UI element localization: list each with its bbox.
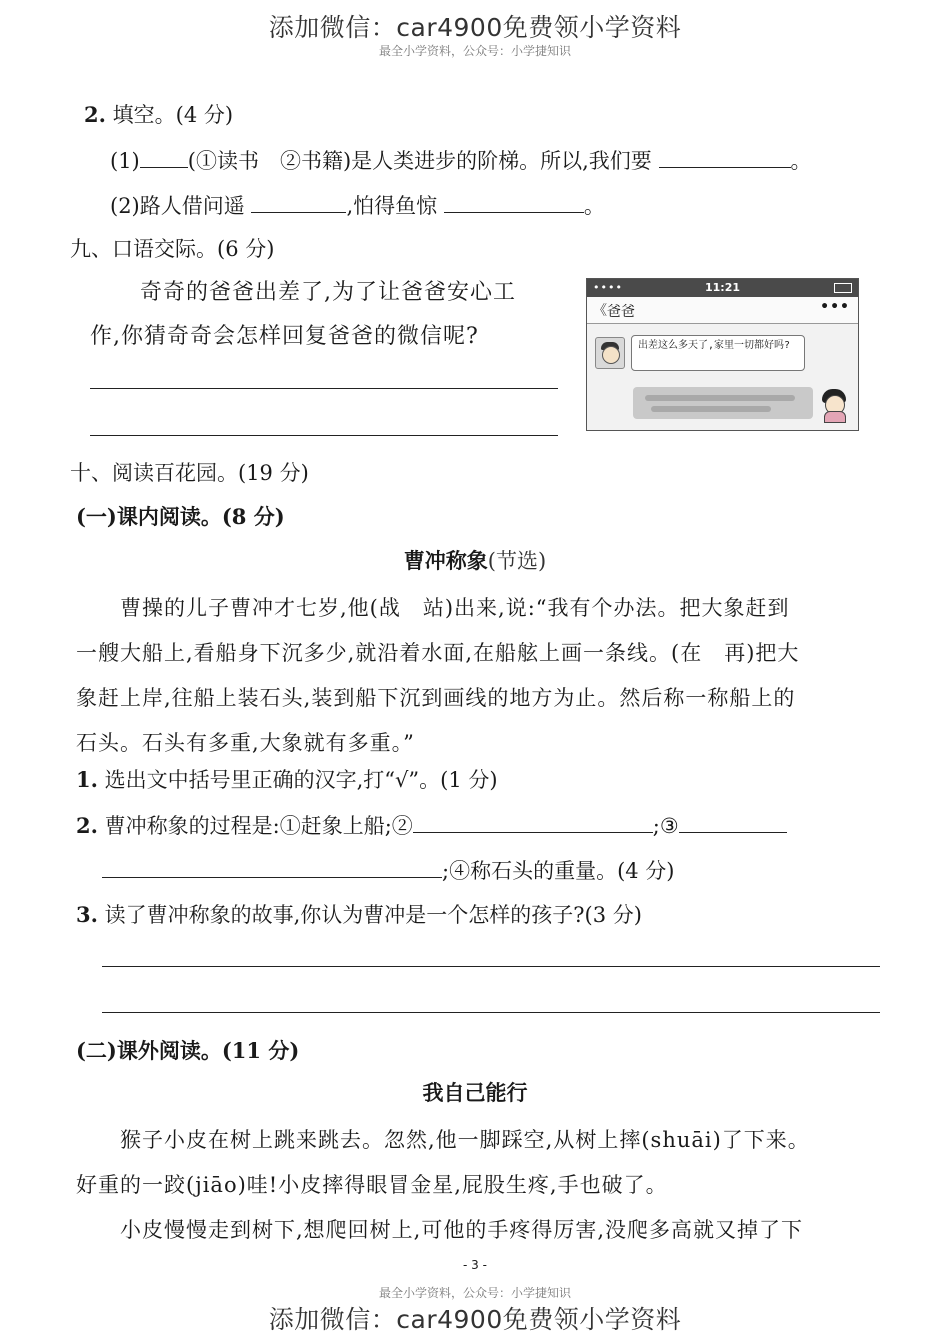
- sec9-para-1: 奇奇的爸爸出差了,为了让爸爸安心工: [140, 280, 516, 305]
- passage1-title: [0, 546, 950, 576]
- sec9-para-2: 作,你猜奇奇会怎样回复爸爸的微信呢?: [90, 324, 479, 349]
- passage1-title-sub: (节选): [487, 549, 547, 573]
- blank-q2-1[interactable]: [140, 145, 188, 168]
- p1-q3: [76, 900, 642, 930]
- q2-line2: [110, 190, 605, 221]
- chat-contact-name: 爸爸: [607, 304, 635, 320]
- q2-number: 2.: [84, 102, 106, 127]
- blank-step-2[interactable]: [413, 810, 653, 833]
- passage2-line-3: 小皮慢慢走到树下,想爬回树上,可他的手疼得厉害,没爬多高就又掉了下: [76, 1218, 804, 1242]
- p1-q1-number: 1.: [76, 767, 98, 792]
- p1-q3-number: 3.: [76, 902, 98, 927]
- q2-stem: 填空。(4 分): [112, 103, 234, 127]
- kid-avatar: [819, 389, 849, 421]
- passage1-line-3: 象赶上岸,往船上装石头,装到船下沉到画线的地方为止。然后称一称船上的: [76, 686, 796, 710]
- wechat-screenshot: [586, 278, 859, 431]
- p1-q1-text: 选出文中括号里正确的汉字,打“√”。(1 分): [104, 768, 498, 792]
- p1-q2-end: ;④称石头的重量。(4 分): [442, 859, 675, 883]
- q2-l1-end: 。: [790, 149, 812, 173]
- blank-step-3a[interactable]: [679, 810, 787, 833]
- faint-footer: 最全小学资料，公众号：小学捷知识: [378, 1286, 571, 1300]
- battery-icon: [834, 283, 852, 293]
- q2-l2-text: (2)路人借问遥: [110, 194, 245, 218]
- watermark-bottom: 添加微信：car4900免费领小学资料: [268, 1305, 682, 1334]
- blank-q2-2[interactable]: [659, 145, 791, 168]
- blank-q2-4[interactable]: [444, 190, 584, 213]
- answer-line-9-1[interactable]: [90, 388, 558, 389]
- q2-stem-line: [84, 100, 233, 130]
- p1-q2-number: 2.: [76, 813, 98, 838]
- blurred-reply-bubble: [633, 387, 813, 419]
- q2-l1-label: (1): [110, 149, 140, 173]
- p1-q2: [76, 810, 787, 841]
- phone-time: 11:21: [704, 281, 740, 294]
- phone-status-bar: [587, 279, 858, 297]
- sec10-heading: 十、阅读百花园。(19 分): [70, 461, 309, 485]
- chat-header: [587, 297, 858, 324]
- dad-message: 出差这么多天了,家里一切都好吗?: [631, 335, 805, 371]
- passage1-line-4: 石头。石头有多重,大象就有多重。”: [76, 731, 415, 755]
- more-icon: •••: [820, 299, 850, 315]
- part2-heading: (二)课外阅读。(11 分): [76, 1038, 300, 1063]
- q2-l2-end: 。: [583, 194, 605, 218]
- blank-step-3b[interactable]: [102, 855, 442, 878]
- p1-q2-mid: ;③: [652, 814, 679, 838]
- passage1-line-2: 一艘大船上,看船身下沉多少,就沿着水面,在船舷上画一条线。(在 再)把大: [76, 641, 800, 665]
- passage1-title-text: 曹冲称象: [403, 548, 488, 573]
- answer-line-q3-1[interactable]: [102, 966, 880, 967]
- p1-q2-cont: [102, 855, 675, 886]
- watermark-top: 添加微信：car4900免费领小学资料: [268, 13, 682, 42]
- passage2-line-1: 猴子小皮在树上跳来跳去。忽然,他一脚踩空,从树上摔(shuāi)了下来。: [76, 1128, 810, 1152]
- part1-heading: (一)课内阅读。(8 分): [76, 504, 285, 529]
- p1-q2-text: 曹冲称象的过程是:①赶象上船;②: [104, 814, 413, 838]
- q2-l2-mid: ,怕得鱼惊: [346, 194, 438, 218]
- passage2-line-2: 好重的一跤(jiāo)哇!小皮摔得眼冒金星,屁股生疼,手也破了。: [76, 1173, 668, 1197]
- p1-q1: [76, 765, 498, 795]
- q2-line1: [110, 145, 812, 176]
- answer-line-9-2[interactable]: [90, 435, 558, 436]
- signal-icon: ••••: [593, 281, 623, 294]
- blank-q2-3[interactable]: [251, 190, 346, 213]
- q2-l1-text: (①读书 ②书籍)是人类进步的阶梯。所以,我们要: [187, 149, 652, 173]
- sec9-heading: 九、口语交际。(6 分): [70, 237, 275, 261]
- answer-line-q3-2[interactable]: [102, 1012, 880, 1013]
- faint-header: 最全小学资料，公众号：小学捷知识: [378, 44, 571, 58]
- passage2-title: 我自己能行: [422, 1080, 528, 1105]
- dad-avatar: [595, 337, 625, 369]
- page-number: - 3 -: [463, 1258, 487, 1272]
- p1-q3-text: 读了曹冲称象的故事,你认为曹冲是一个怎样的孩子?(3 分): [104, 903, 642, 927]
- passage1-line-1: 曹操的儿子曹冲才七岁,他(战 站)出来,说:“我有个办法。把大象赶到: [76, 596, 790, 620]
- back-icon: 《: [593, 303, 607, 319]
